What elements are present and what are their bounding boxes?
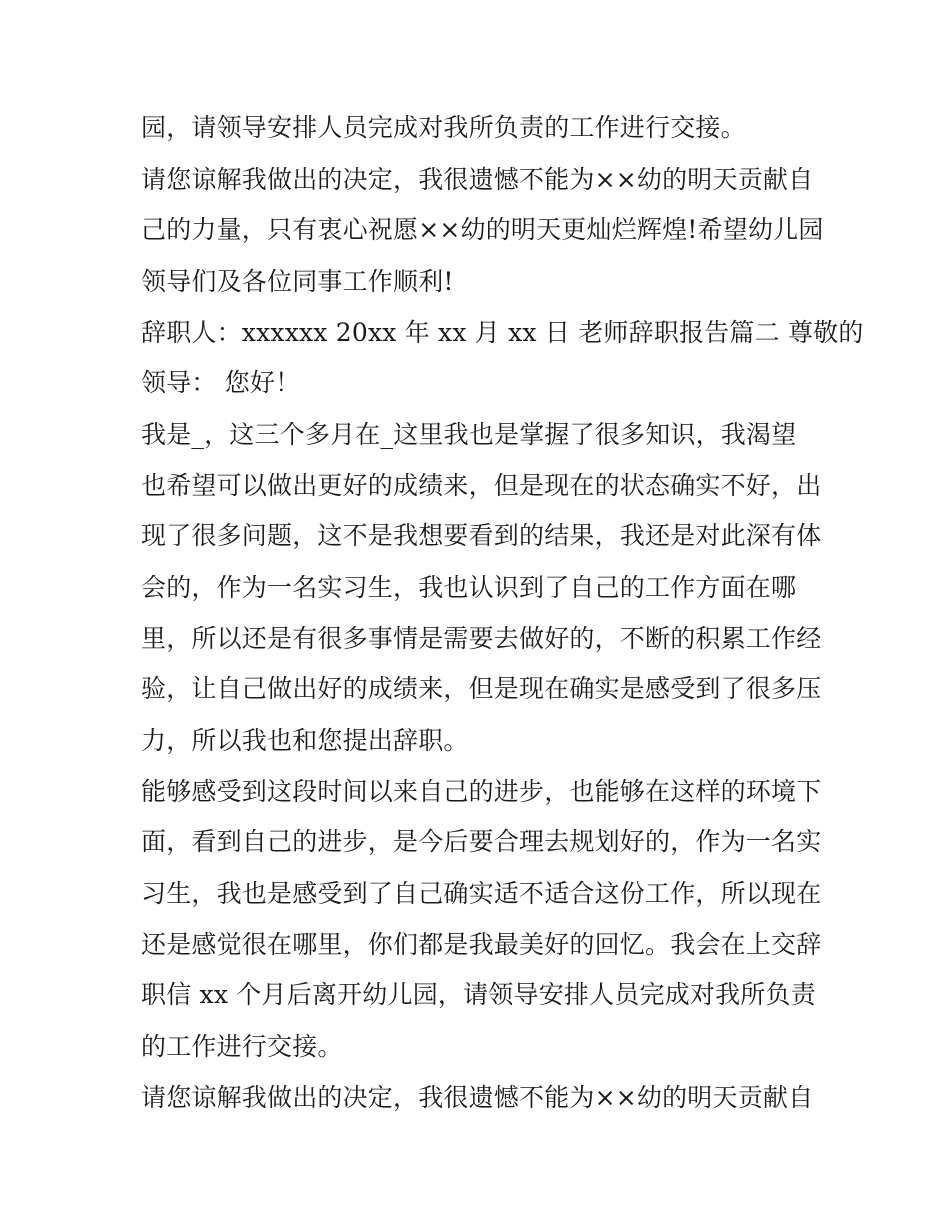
text-line: 还是感觉很在哪里，你们都是我最美好的回忆。我会在上交辞: [141, 930, 822, 959]
text-line: 的工作进行交接。: [141, 1032, 343, 1061]
text-line: 也希望可以做出更好的成绩来，但是现在的状态确实不好，出: [141, 471, 822, 500]
text-line: 请您谅解我做出的决定，我很遗憾不能为××幼的明天贡献自: [141, 165, 814, 194]
text-line: 验，让自己做出好的成绩来，但是现在确实是感受到了很多压: [141, 674, 822, 703]
text-line: 我是_，这三个多月在_这里我也是掌握了很多知识，我渴望: [141, 420, 797, 449]
text-line: 园，请领导安排人员完成对我所负责的工作进行交接。: [141, 113, 746, 142]
text-line: 会的，作为一名实习生，我也认识到了自己的工作方面在哪: [141, 573, 797, 602]
text-line: 现了很多问题，这不是我想要看到的结果，我还是对此深有体: [141, 521, 822, 550]
text-line: 领导们及各位同事工作顺利!: [141, 267, 454, 296]
text-line: 里，所以还是有很多事情是需要去做好的，不断的积累工作经: [141, 624, 822, 653]
text-line: 己的力量，只有衷心祝愿××幼的明天更灿烂辉煌!希望幼儿园: [141, 215, 824, 244]
text-line: 习生，我也是感受到了自己确实适不适合这份工作，所以现在: [141, 879, 822, 908]
text-line: 面，看到自己的进步，是今后要合理去规划好的，作为一名实: [141, 827, 822, 856]
text-line: 力，所以我也和您提出辞职。: [141, 726, 469, 755]
text-line: 领导： 您好！: [141, 368, 301, 397]
text-line: 请您谅解我做出的决定，我很遗憾不能为××幼的明天贡献自: [141, 1083, 814, 1112]
text-line: 职信 xx 个月后离开幼儿园，请领导安排人员完成对我所负责: [141, 980, 816, 1009]
text-line: 能够感受到这段时间以来自己的进步，也能够在这样的环境下: [141, 777, 822, 806]
text-line: 辞职人：xxxxxx 20xx 年 xx 月 xx 日 老师辞职报告篇二 尊敬的: [141, 318, 864, 347]
